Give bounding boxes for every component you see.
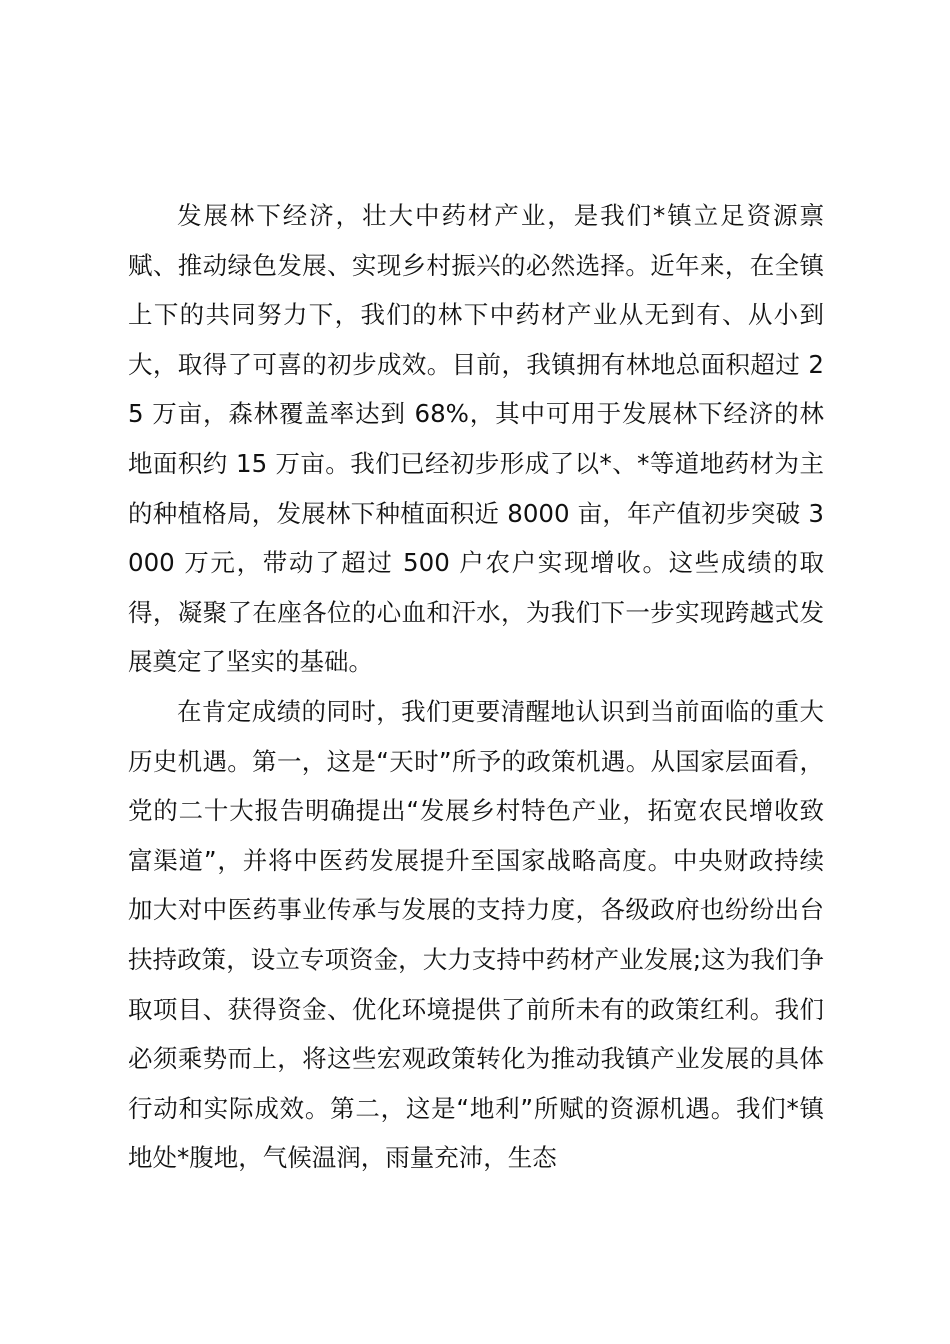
document-body [128, 191, 824, 1183]
paragraph-opportunities: 在肯定成绩的同时，我们更要清醒地认识到当前面临的重大历史机遇。第一，这是“天时”所予的政策机遇。从国家层面看，党的二十大报告明确提出“发展乡村特色产业，拓宽农民增收致富渠道”，并将中医药发展提升至国家战略高度。中央财政持续加大对中医药事业传承与发展的支持力度，各级政府也纷纷出台扶持政策，设立专项资金，大力支持中药材产业发展;这为我们争取项目、获得资金、优化环境提供了前所未有的政策红利。我们必须乘势而上，将这些宏观政策转化为推动我镇产业发展的具体行动和实际成效。第二，这是“地利”所赋的资源机遇。我们*镇地处*腹地，气候温润，雨量充沛，生态 [128, 696, 824, 1173]
paragraph-achievements: 发展林下经济，壮大中药材产业，是我们*镇立足资源禀赋、推动绿色发展、实现乡村振兴的必然选择。近年来，在全镇上下的共同努力下，我们的林下中药材产业从无到有、从小到大，取得了可喜的初步成效。目前，我镇拥有林地总面积超过 25 万亩，森林覆盖率达到 68%，其中可用于发展林下经济的林地面积约 15 万亩。我们已经初步形成了以*、*等道地药材为主的种植格局，发展林下种植面积近 8000 亩，年产值初步突破 3000 万元，带动了超过 500 户农户实现增收。这些成绩的取得，凝聚了在座各位的心血和汗水，为我们下一步实现跨越式发展奠定了坚实的基础。 [128, 201, 824, 677]
